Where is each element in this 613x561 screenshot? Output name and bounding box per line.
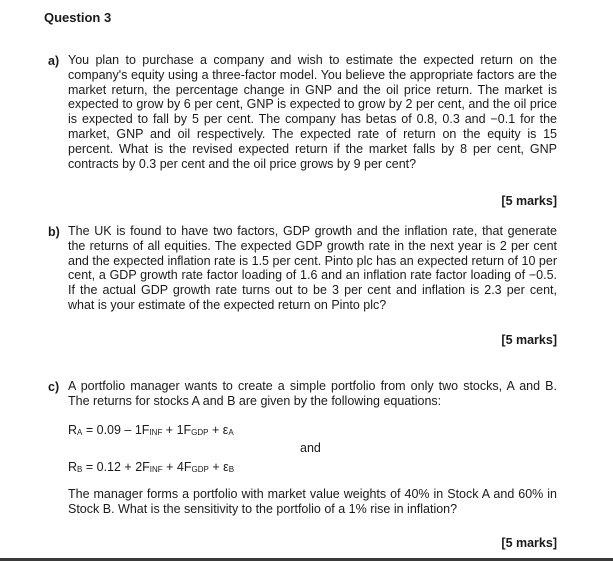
part-c-text-2: The manager forms a portfolio with market value weights of 40% in Stock A and 60% in Stock B. What is the sensitivity to the portfolio of a 1% rise in inflation? — [68, 487, 557, 516]
equation-stock-b: RB = 0.12 + 2FINF + 4FGDP + εB — [68, 460, 235, 474]
and-label: and — [300, 441, 321, 455]
part-a-text: You plan to purchase a company and wish to estimate the expected return on the company's equity using a three-factor model. You believe the appropriate factors are the market return, the percentage change in GNP and the oil price return. The market is expected to grow by 6 per cent, GNP is expected to grow by 2 per cent, and the oil price is expected to fall by 5 per cent. The company has betas of 0.8, 0.3 and −0.1 for the market, GNP and oil respectively. The expected rate of return on the equity is 15 percent. What is the revised expected return if the market falls by 8 per cent, GNP contracts by 0.3 per cent and the oil price grows by 9 per cent? — [68, 53, 557, 171]
part-a-marks: [5 marks] — [501, 194, 557, 208]
part-b-label: b) — [48, 225, 60, 239]
part-c-text: A portfolio manager wants to create a simple portfolio from only two stocks, A and B. The returns for stocks A and B are given by the following equations: — [68, 379, 557, 408]
part-b-text: The UK is found to have two factors, GDP growth and the inflation rate, that generate the returns of all equities. The expected GDP growth rate in the next year is 2 per cent and the expected inflation rate is 1.5 per cent. Pinto plc has an expected return of 10 per cent, a GDP growth rate factor loading of 1.6 and an inflation rate factor loading of −0.5. If the actual GDP growth rate turns out to be 3 per cent and inflation is 2.3 per cent, what is your estimate of the expected return on Pinto plc? — [68, 224, 557, 312]
part-c-label: c) — [48, 380, 60, 394]
part-b-marks: [5 marks] — [501, 333, 557, 347]
part-c-marks: [5 marks] — [501, 536, 557, 550]
part-a-label: a) — [48, 54, 60, 68]
question-title: Question 3 — [44, 10, 112, 25]
equation-stock-a: RA = 0.09 – 1FINF + 1FGDP + εA — [68, 423, 234, 437]
